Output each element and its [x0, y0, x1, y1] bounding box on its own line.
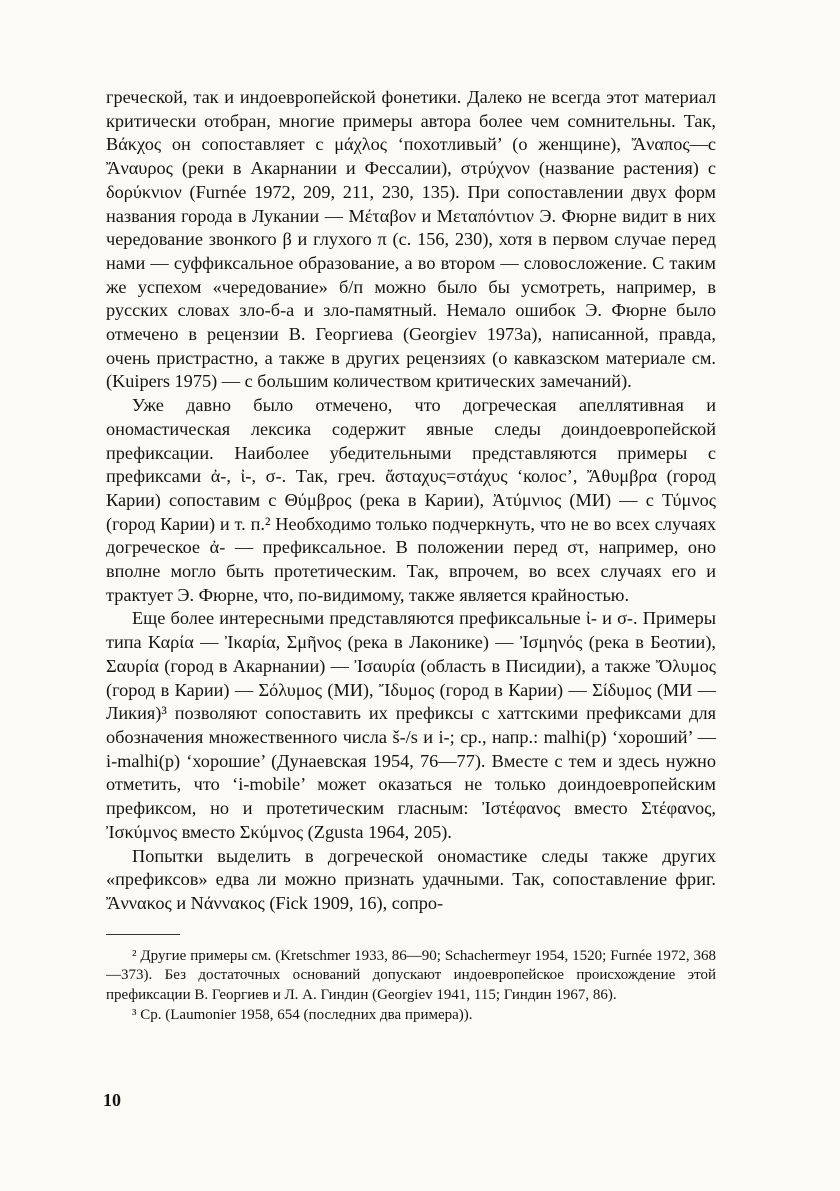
footnote-2: ² Другие примеры см. (Kretschmer 1933, 86—90; Schachermeyr 1954, 1520; Furnée 1972, 368—373). Без достаточных оснований допускают индоевропейское происхождение этой префиксации В. Георгиев и Л. А. Гиндин (Georgiev 1941, 115; Гиндин 1967, 86).: [106, 947, 716, 1004]
paragraph-1: греческой, так и индоевропейской фонетики. Далеко не всегда этот материал критически отобран, многие примеры автора более чем сомнительны. Так, Βάκχος он сопоставляет с μάχλος ‘похотливый’ (о женщине), Ἄναπος—с Ἄναυρος (реки в Акарнании и Фессалии), στρύχνον (название растения) с δορύκνιον (Furnée 1972, 209, 211, 230, 135). При сопоставлении двух форм названия города в Лукании — Μέταβον и Μεταπόντιον Э. Фюрне видит в них чередование звонкого β и глухого π (с. 156, 230), хотя в первом случае перед нами — суффиксальное образование, а во втором — словосложение. С таким же успехом «чередование» б/п можно было бы усмотреть, например, в русских словах зло-б-а и зло-памятный. Немало ошибок Э. Фюрне было отмечено в рецензии В. Георгиева (Georgiev 1973a), написанной, правда, очень пристрастно, а также в других рецензиях (о кавказском материале см. (Kuipers 1975) — с большим количеством критических замечаний).: [106, 87, 716, 392]
paragraph-4: Попытки выделить в догреческой ономастике следы также других «префиксов» едва ли можно признать удачными. Так, сопоставление фриг. Ἄννακος и Νάννακος (Fick 1909, 16), сопро-: [106, 845, 716, 913]
paragraph-2: Уже давно было отмечено, что догреческая апеллятивная и ономастическая лексика содержит явные следы доиндоевропейской префиксации. Наиболее убедительными представляются примеры с префиксами ἀ-, ἰ-, σ-. Так, греч. ἄσταχυς=στάχυς ‘колос’, Ἄθυμβρα (город Карии) сопоставим с Θύμβρος (река в Карии), Ἀτύμνιος (МИ) — с Τύμνος (город Карии) и т. п.² Необходимо только подчеркнуть, что не во всех случаях догреческое ἀ- — префиксальное. В положении перед στ, например, оно вполне могло быть протетическим. Так, впрочем, во всех случаях его и трактует Э. Фюрне, что, по-видимому, также является крайностью.: [106, 395, 716, 605]
footnote-3: ³ Ср. (Laumonier 1958, 654 (последних два примера)).: [132, 1007, 473, 1023]
footnote-separator: [106, 934, 180, 935]
page-body: [106, 86, 716, 1026]
page-number: 10: [103, 1090, 121, 1110]
paragraph-3: Еще более интересными представляются префиксальные ἰ- и σ-. Примеры типа Καρία — Ἰκαρία, Σμῆνος (река в Лаконике) — Ἰσμηνός (река в Беотии), Σαυρία (город в Акарнании) — Ἰσαυρία (область в Писидии), а также Ὄλυμος (город в Карии) — Σόλυμος (МИ), Ἴδυμος (город в Карии) — Σίδυμος (МИ — Ликия)³ позволяют сопоставить их префиксы с хаттскими префиксами для обозначения множественного числа š-/s и i-; ср., напр.: malhi(p) ‘хороший’ — i-malhi(p) ‘хорошие’ (Дунаевская 1954, 76—77). Вместе с тем и здесь нужно отметить, что ‘i-mobile’ может оказаться не только доиндоевропейским префиксом, но и протетическим гласным: Ἰστέφανος вместо Στέφανος, Ἰσκύμνος вместо Σκύμνος (Zgusta 1964, 205).: [106, 608, 716, 842]
